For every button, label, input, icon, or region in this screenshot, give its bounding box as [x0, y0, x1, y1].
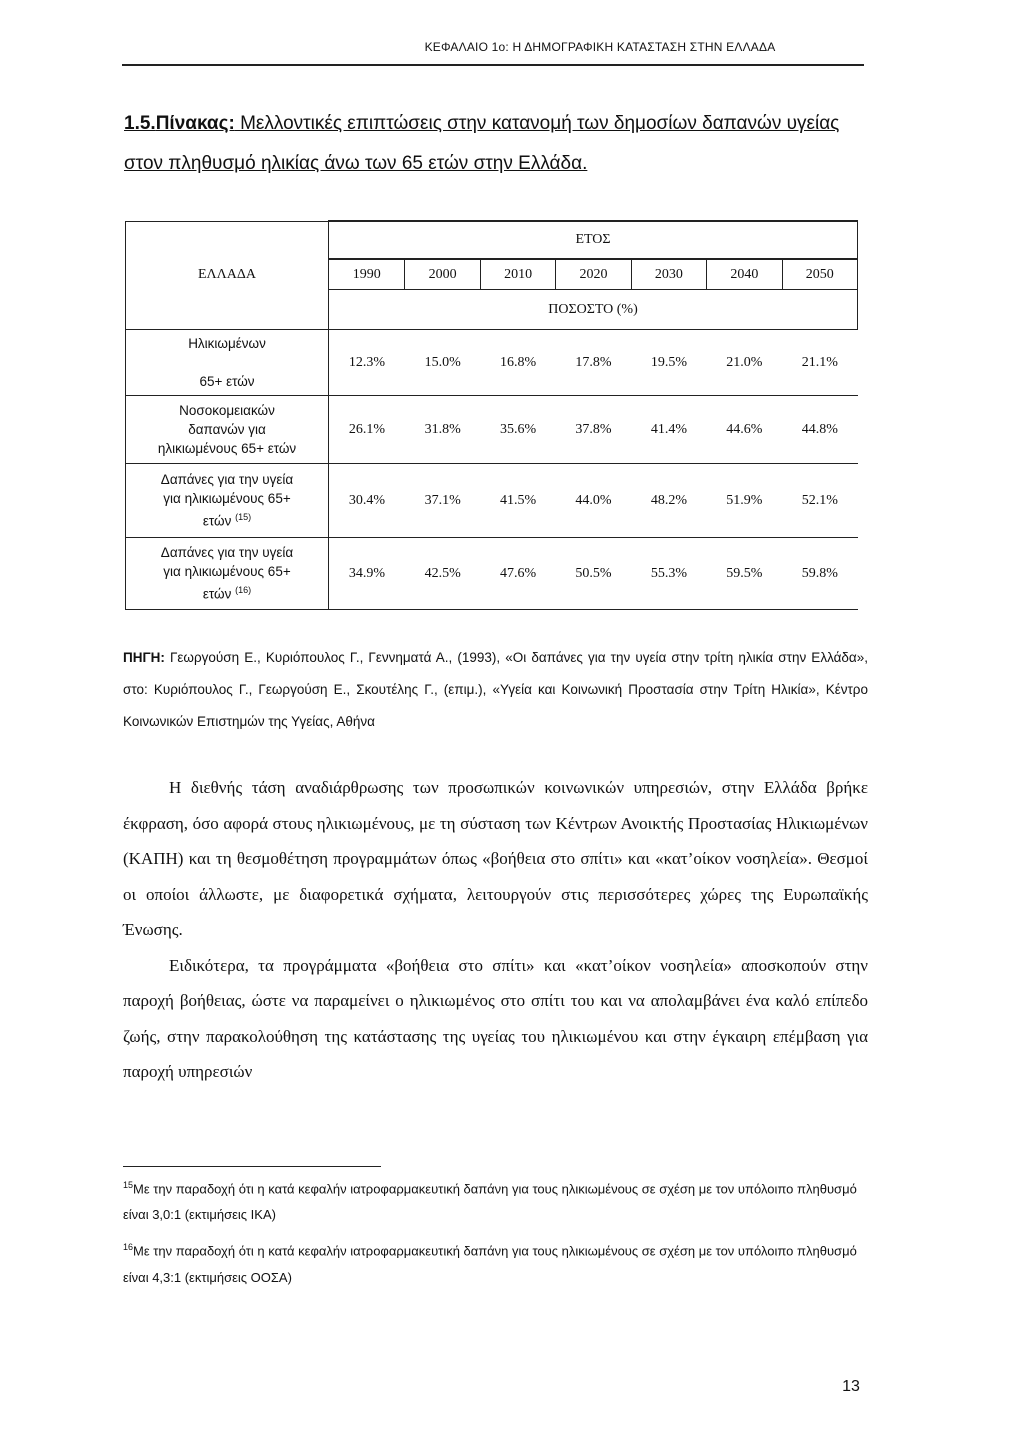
table-number: 1.5.	[124, 113, 156, 134]
table-cell: 44.0%	[556, 464, 631, 538]
year-header: 2040	[707, 259, 782, 290]
year-group-header: ΕΤΟΣ	[329, 221, 858, 259]
table-cell: 51.9%	[707, 464, 782, 538]
paragraph: Η διεθνής τάση αναδιάρθρωσης των προσωπικών κοινωνικών υπηρεσιών, στην Ελλάδα βρήκε έκφραση, όσο αφορά στους ηλικιωμένους, με τη σύσταση των Κέντρων Ανοικτής Προστασίας Ηλικιωμένων (ΚΑΠΗ) και τη θεσμοθέτηση προγραμμάτων όπως «βοήθεια στο σπίτι» και «κατ’οίκον νοσηλεία». Θεσμοί οι οποίοι άλλωστε, με διαφορετικά σχήματα, λειτουργούν στις περισσότερες χώρες της Ευρωπαϊκής Ένωσης.	[123, 778, 868, 939]
table-cell: 37.1%	[405, 464, 480, 538]
table-source	[123, 642, 868, 738]
table-cell: 52.1%	[782, 464, 857, 538]
source-label: ΠΗΓΗ:	[123, 650, 165, 665]
footnote-ref: (15)	[235, 512, 252, 523]
table-cell: 37.8%	[556, 396, 631, 464]
table-title-text: Μελλοντικές επιπτώσεις στην κατανομή των δημοσίων δαπανών υγείας στον πληθυσμό ηλικίας άνω των 65 ετών στην Ελλάδα.	[124, 113, 840, 174]
table-cell: 59.8%	[782, 538, 857, 610]
table-cell: 16.8%	[480, 330, 555, 396]
table-cell: 12.3%	[329, 330, 405, 396]
row-label: Νοσοκομειακών δαπανών για ηλικιωμένους 65+ ετών	[126, 396, 329, 464]
year-header: 1990	[329, 259, 405, 290]
running-header: ΚΕΦΑΛΑΙΟ 1ο: Η ΔΗΜΟΓΡΑΦΙΚΗ ΚΑΤΑΣΤΑΣΗ ΣΤΗΝ ΕΛΛΑΔΑ	[424, 40, 776, 54]
projection-table	[125, 220, 858, 610]
table-row	[126, 330, 858, 396]
paragraph: Ειδικότερα, τα προγράμματα «βοήθεια στο σπίτι» και «κατ’οίκον νοσηλεία» αποσκοπούν στην παροχή βοήθειας, ώστε να παραμείνει ο ηλικιωμένος στο σπίτι του και να απολαμβάνει ένα καλό επίπεδο ζωής, στην παρακολούθηση της κατάστασης της υγείας του ηλικιωμένου και στην έγκαιρη επέμβαση για παροχή υπηρεσιών	[123, 955, 868, 1081]
table-cell: 47.6%	[480, 538, 555, 610]
table-cell: 44.6%	[707, 396, 782, 464]
table-row	[126, 538, 858, 610]
table-cell: 21.0%	[707, 330, 782, 396]
footnotes	[123, 1172, 868, 1297]
table-cell: 44.8%	[782, 396, 857, 464]
header-divider	[122, 64, 864, 66]
year-header: 2010	[480, 259, 555, 290]
footnote-mark: 16	[123, 1242, 134, 1253]
year-header: 2050	[782, 259, 857, 290]
table-cell: 30.4%	[329, 464, 405, 538]
body-text	[123, 770, 868, 1090]
table-cell: 50.5%	[556, 538, 631, 610]
row-label: Δαπάνες για την υγεία για ηλικιωμένους 65+ ετών $^{(15)}$	[126, 464, 329, 538]
table-cell: 17.8%	[556, 330, 631, 396]
table-row	[126, 464, 858, 538]
table-cell: 35.6%	[480, 396, 555, 464]
table-cell: 42.5%	[405, 538, 480, 610]
table-row	[126, 396, 858, 464]
year-header: 2030	[631, 259, 706, 290]
table-cell: 48.2%	[631, 464, 706, 538]
source-text: Γεωργούση Ε., Κυριόπουλος Γ., Γεννηματά Α., (1993), «Οι δαπάνες για την υγεία στην τρίτη ηλικία στην Ελλάδα», στο: Κυριόπουλος Γ., Γεωργούση Ε., Σκουτέλης Γ., (επιμ.), «Υγεία και Κοινωνική Προστασία στην Τρίτη Ηλικία», Κέντρο Κοινωνικών Επιστημών της Υγείας, Αθήνα	[123, 650, 868, 729]
table-title	[124, 104, 869, 184]
footnote-ref: (16)	[235, 585, 252, 596]
table-cell: 26.1%	[329, 396, 405, 464]
footnote	[123, 1234, 868, 1290]
footnote-mark: 15	[123, 1180, 134, 1190]
footnote-text: Με την παραδοχή ότι η κατά κεφαλήν ιατροφαρμακευτική δαπάνη για τους ηλικιωμένους σε σχέση με τον υπόλοιπο πληθυσμό είναι 3,0:1 (εκτιμήσεις ΙΚΑ)	[123, 1181, 857, 1223]
footnote-text: Με την παραδοχή ότι η κατά κεφαλήν ιατροφαρμακευτική δαπάνη για τους ηλικιωμένους σε σχέση με τον υπόλοιπο πληθυσμό είναι 4,3:1 (εκτιμήσεις ΟΟΣΑ)	[123, 1243, 857, 1285]
footnote	[123, 1172, 868, 1228]
country-header: ΕΛΛΑΔΑ	[126, 221, 329, 330]
table-cell: 15.0%	[405, 330, 480, 396]
row-label: Ηλικιωμένων 65+ ετών	[126, 330, 329, 396]
table-label: Πίνακας:	[155, 113, 235, 134]
year-header: 2000	[405, 259, 480, 290]
table-cell: 41.5%	[480, 464, 555, 538]
table-cell: 59.5%	[707, 538, 782, 610]
table-cell: 55.3%	[631, 538, 706, 610]
table-cell: 31.8%	[405, 396, 480, 464]
page-number: 13	[842, 1378, 860, 1395]
table-cell: 41.4%	[631, 396, 706, 464]
footnote-divider	[123, 1166, 381, 1167]
year-header: 2020	[556, 259, 631, 290]
table-cell: 34.9%	[329, 538, 405, 610]
row-label: Δαπάνες για την υγεία για ηλικιωμένους 65+ ετών $^{(16)}$	[126, 538, 329, 610]
unit-header: ΠΟΣΟΣΤΟ (%)	[329, 290, 858, 330]
table-cell: 19.5%	[631, 330, 706, 396]
table-cell: 21.1%	[782, 330, 857, 396]
